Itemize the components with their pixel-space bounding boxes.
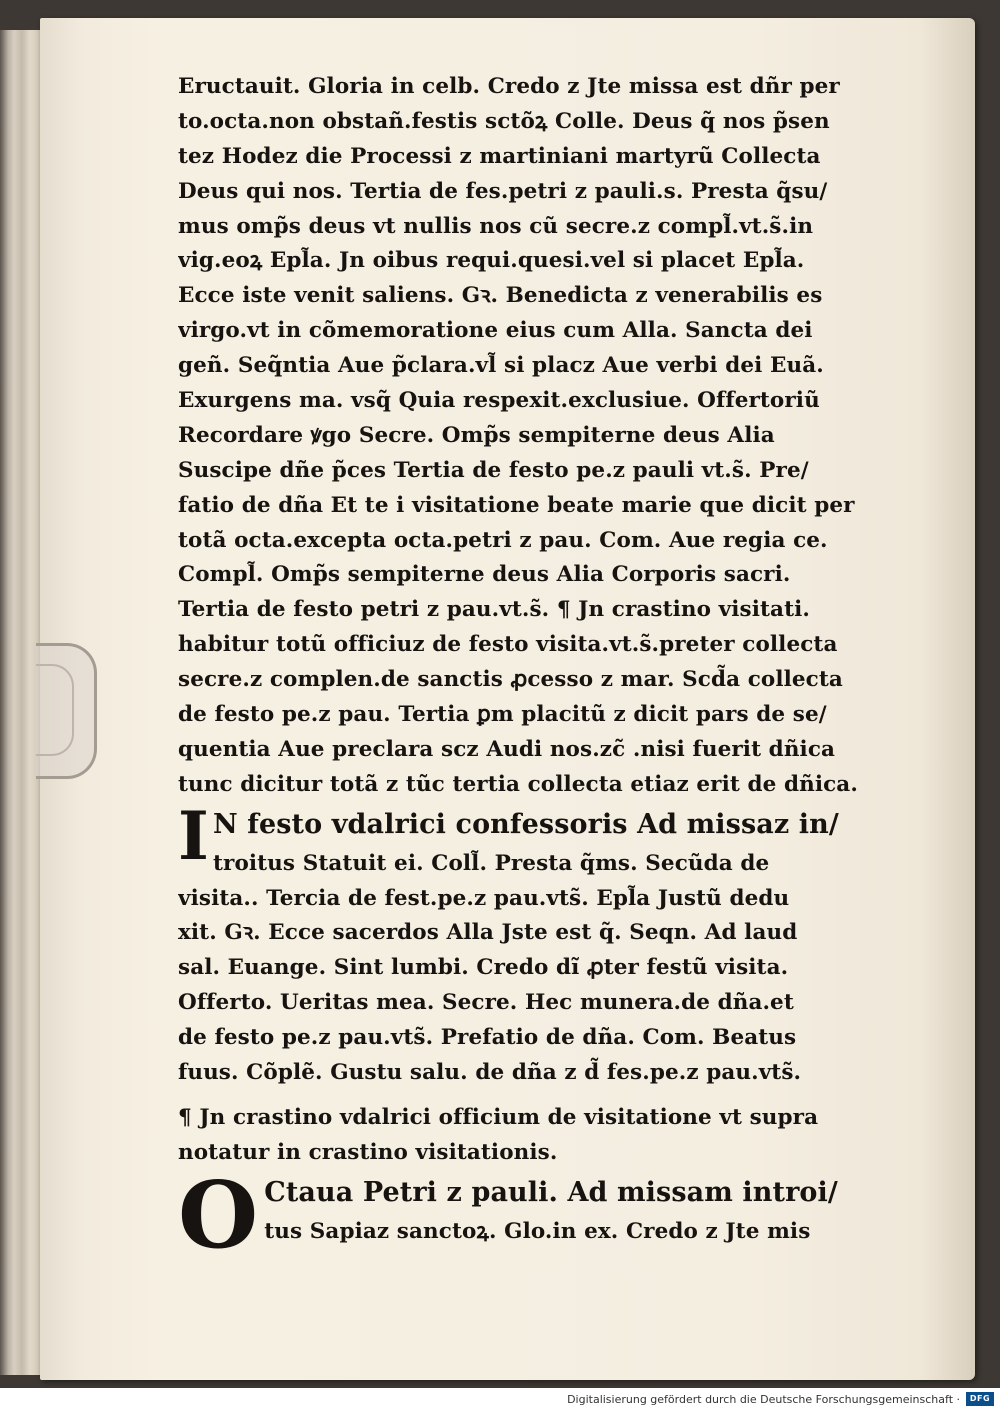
funding-attribution: Digitalisierung gefördert durch die Deutsche Forschungsgemeinschaft · [567,1393,960,1406]
text-line: vig.eoꝝ Epl̃a. Jn oibus requi.quesi.vel si placet Epl̃a. [178,248,805,274]
text-line: ¶ Jn crastino vdalrici officium de visitatione vt supra [178,1104,819,1130]
text-line: tus Sapiaz sanctoꝝ. Glo.in ex. Credo z Jte mis [264,1218,811,1244]
page-clip [36,643,97,779]
section-heading-line: N festo vdalrici confessoris Ad missaz in/ [212,808,839,840]
text-line: notatur in crastino visitationis. [178,1139,558,1165]
text-line: habitur totũ officiuz de festo visita.vt.s̃.preter collecta [178,632,838,658]
drop-cap-initial: O [178,1170,259,1257]
text-line: Tertia de festo petri z pau.vt.s̃. ¶ Jn crastino visitati. [178,597,810,623]
paragraph-4 [178,1171,938,1257]
text-line: tunc dicitur totã z tũc tertia collecta etiaz erit de dñica. [178,771,858,797]
text-line: visita.. Tercia de fest.pe.z pau.vts̃. Epl̃a Justũ dedu [178,885,790,911]
text-line: Deus qui nos. Tertia de fes.petri z pauli.s. Presta q̃su/ [178,178,828,204]
paragraph-2 [178,803,938,1091]
text-line: Suscipe dñe p̃ces Tertia de festo pe.z pauli vt.s̃. Pre/ [178,457,809,483]
text-line: de festo pe.z pau.vts̃. Prefatio de dña. Com. Beatus [178,1025,797,1051]
text-line: sal. Euange. Sint lumbi. Credo dĩ ꝓter festũ visita. [178,955,789,981]
text-line: secre.z complen.de sanctis ꝓcesso z mar. Scd̃a collecta [178,667,843,693]
text-line: to.octa.non obstañ.festis sctõꝝ Colle. Deus q̃ nos p̃sen [178,108,830,134]
text-line: troitus Statuit ei. Coll̃. Presta q̃ms. Secũda de [212,850,770,876]
text-line: geñ. Seq̃ntia Aue p̃clara.vl̃ si placz Aue verbi dei Euã. [178,353,824,379]
text-line: Compl̃. Omp̃s sempiterne deus Alia Corporis sacri. [178,562,791,588]
page-clip-inner [36,664,74,756]
footer-bar [0,1388,1000,1412]
drop-cap-initial: I [178,802,209,875]
text-line: Exurgens ma. vsq̃ Quia respexit.exclusiue. Offertoriũ [178,388,820,414]
text-line: fuus. Cõplẽ. Gustu salu. de dña z d̃ fes.pe.z pau.vts̃. [178,1060,802,1086]
section-heading-line: Ctaua Petri z pauli. Ad missam introi/ [264,1176,838,1208]
paragraph-3 [178,1101,938,1171]
text-line: virgo.vt in cõmemoratione eius cum Alla. Sancta dei [178,318,813,344]
dfg-logo[interactable]: DFG [966,1392,994,1406]
paragraph-spacer [178,1091,938,1101]
text-line: mus omp̃s deus vt nullis nos cũ secre.z compl̃.vt.s̃.in [178,213,814,239]
text-line: Ecce iste venit saliens. Gꝛ. Benedicta z venerabilis es [178,283,823,309]
text-line: fatio de dña Et te i visitatione beate marie que dicit per [178,492,855,518]
text-line: tez Hodez die Processi z martiniani martyrũ Collecta [178,143,821,169]
paragraph-1 [178,70,938,803]
text-line: Recordare ꝟgo Secre. Omp̃s sempiterne deus Alia [178,422,775,448]
text-line: de festo pe.z pau. Tertia ꝑm placitũ z dicit pars de se/ [178,702,827,728]
text-line: quentia Aue preclara scz Audi nos.zc̃ .nisi fuerit dñica [178,736,836,762]
text-line: Offerto. Ueritas mea. Secre. Hec munera.de dña.et [178,990,794,1016]
text-line: xit. Gꝛ. Ecce sacerdos Alla Jste est q̃. Seqn. Ad laud [178,920,798,946]
text-line: Eructauit. Gloria in celb. Credo z Jte missa est dñr per [178,74,840,99]
text-line: totã octa.excepta octa.petri z pau. Com. Aue regia ce. [178,527,828,553]
text-block [178,70,938,1257]
